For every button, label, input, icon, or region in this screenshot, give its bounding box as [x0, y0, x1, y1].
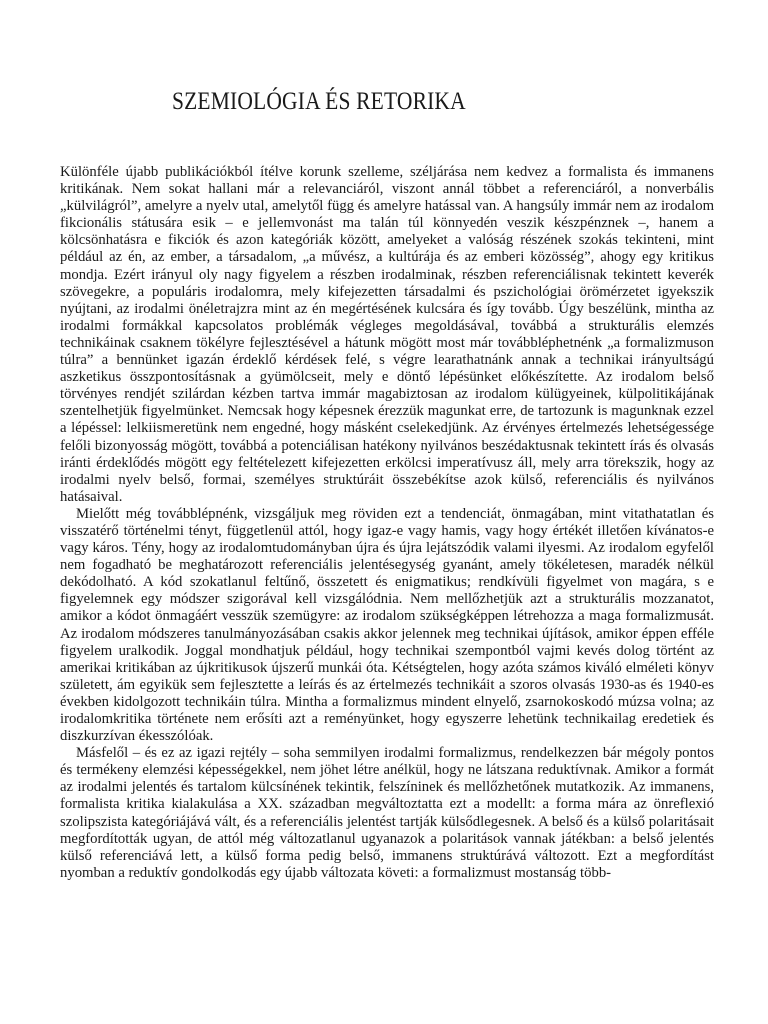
body-text [60, 164, 714, 882]
paragraph-3: Másfelől – és ez az igazi rejtély – soha semmilyen irodalmi formalizmus, rendelkezzen bár mégoly pontos és termékeny elemzési képességekkel, nem jöhet létre anélkül, hogy ne látszana reduktívnak. Amikor a formát az irodalmi jelentés és tartalom külcsínének tekintik, felszíninek és mellőzhetőnek mutatkozik. Az immanens, formalista kritika kialakulása a XX. században megváltoztatta ezt a modellt: a forma mára az önreflexió szolipszista kategóriájává vált, és a referenciális jelentést tartják külsődlegesnek. A belső és a külső polaritásait megfordították ugyan, de attól még változatlanul ugyanazok a polaritások vannak játékban: a belső jelentés külső referenciává lett, a külső forma pedig belső, immanens struktúrává változott. Ezt a megfordítást nyomban a reduktív gondolkodás egy újabb változata követi: a formalizmust mostanság több- [60, 745, 714, 881]
chapter-title: SZEMIOLÓGIA ÉS RETORIKA [172, 88, 466, 115]
paragraph-2: Mielőtt még továbblépnénk, vizsgáljuk meg röviden ezt a tendenciát, önmagában, mint vitathatatlan és visszatérő történelmi tényt, függetlenül attól, hogy igaz-e vagy hamis, vagy hogy értékét illetően kívánatos-e vagy káros. Tény, hogy az irodalomtudományban újra és újra lejátszódik valami ilyesmi. Az irodalom egyfelől nem fogadható be meghatározott referenciális jelentésegység gyanánt, amely tökéletesen, maradék nélkül dekódolható. A kód szokatlanul feltűnő, összetett és enigmatikus; rendkívüli figyelmet von magára, s e figyelemnek egy módszer szigorával kell vizsgálódnia. Nem mellőzhetjük azt a strukturális mozzanatot, amikor a kódot önmagáért vesszük szemügyre: az irodalom szükségképpen létrehozza a maga formalizmusát. Az irodalom módszeres tanulmányozásában csakis akkor jelennek meg technikai újítások, amikor éppen efféle figyelem uralkodik. Joggal mondhatjuk például, hogy technikai szempontból vajmi kevés dolog történt az amerikai kritikában az újkritikusok újszerű munkái óta. Kétségtelen, hogy azóta számos kiváló elméleti könyv született, ám egyikük sem fejlesztette a leírás és az értelmezés technikáit a szoros olvasás 1930-as és 1940-es években kidolgozott technikáin túlra. Mintha a formalizmus mindent elnyelő, zsarnokoskodó múzsa volna; az irodalomkritika története nem erősíti azt a reményünket, hogy egyszerre lehetünk technikailag eredetiek és diszkurzívan ékesszólóak. [60, 505, 714, 745]
paragraph-1: Különféle újabb publikációkból ítélve korunk szelleme, széljárása nem kedvez a formalista és immanens kritikának. Nem sokat hallani már a relevanciáról, viszont annál többet a referenciáról, a nonverbális „külvilágról”, amelyre a nyelv utal, amelytől függ és amelyre hatással van. A hangsúly immár nem az irodalom fikcionális státusára esik – e jellemvonást ma talán túl könnyedén veszik készpénznek –, hanem a kölcsönhatásra e fikciók és azon kategóriák között, amelyeket a valóság részének szokás tekinteni, mint például az én, az ember, a társadalom, „a művész, a kultúrája és az emberi közösség”, ahogy egy kritikus mondja. Ezért irányul oly nagy figyelem a részben irodalminak, részben referenciálisnak tekintett keverék szövegekre, a populáris irodalomra, mely kifejezetten társadalmi és pszichológiai örömérzetet igyekszik nyújtani, az irodalmi önéletrajzra mint az én megértésének kulcsára és így tovább. Úgy beszélünk, mintha az irodalmi formákkal kapcsolatos problémák végleges megoldásával, továbbá a strukturális elemzés technikáinak csaknem tökélyre fejlesztésével a hátunk mögött most már továbbléphetnénk „a formalizmuson túlra” a bennünket igazán érdeklő kérdések felé, s végre learathatnánk annak a technikai irányultságú aszketikus összpontosításnak a gyümölcseit, mely e döntő lépésünket előkészítette. Az irodalom belső törvényes rendjét szilárdan kézben tartva immár magabiztosan az irodalom külügyeinek, külpolitikájának szentelhetjük figyelmünket. Nemcsak hogy képesnek érezzük magunkat erre, de tartozunk is magunknak ezzel a lépéssel: lelkiismeretünk nem engedné, hogy másként cselekedjünk. Az érvényes értelmezés lehetségessége felőli bizonyosság mögött, továbbá a potenciálisan hatékony nyilvános beszédaktusnak tekintett írás és olvasás iránti érdeklődés mögött egy feltételezett kifejezetten erkölcsi imperatívusz áll, mely arra törekszik, hogy az irodalmi nyelv belső, formai, személyes struktúráit összebékítse azok külső, referenciális és nyilvános hatásaival. [60, 164, 714, 505]
